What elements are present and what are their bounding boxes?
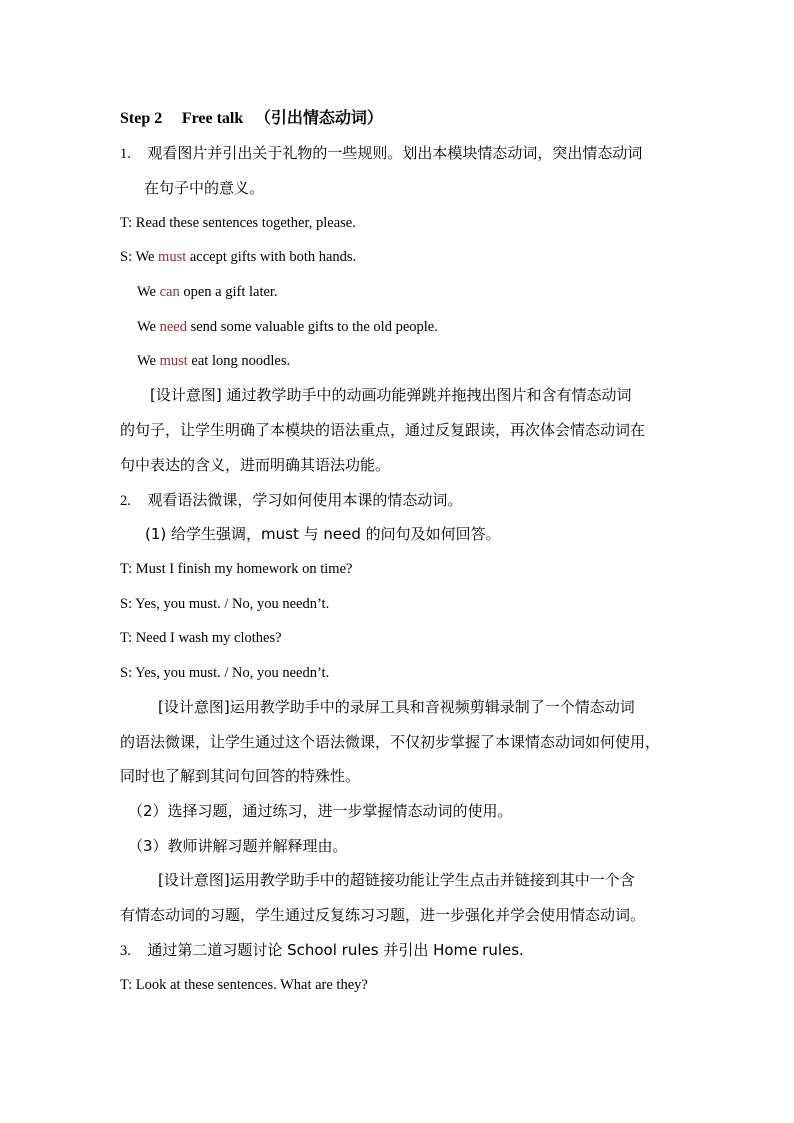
design-intent-2-line-3: 同时也了解到其问句回答的特殊性。: [120, 767, 361, 785]
item-1-number: 1.: [120, 146, 131, 162]
example-sentence-2: [137, 282, 278, 302]
item-1: [120, 143, 642, 164]
example-sentence-4: [137, 351, 290, 371]
design-intent-2-line-1: [设计意图]运用教学助手中的录屏工具和音视频剪辑录制了一个情态动词: [158, 698, 635, 716]
example-sentence-1: [120, 247, 356, 267]
sentence-prefix: We: [137, 284, 160, 300]
section-heading: [120, 108, 383, 129]
example-sentence-3: [137, 317, 438, 337]
sentence-rest: accept gifts with both hands.: [186, 249, 357, 265]
design-intent-1-line-3: 句中表达的含义，进而明确其语法功能。: [120, 456, 391, 474]
dialogue-line-3: T: Need I wash my clothes?: [120, 630, 282, 646]
item-1-text-cont: 在句子中的意义。: [144, 179, 265, 197]
design-intent-2-line-2: 的语法微课，让学生通过这个语法微课，不仅初步掌握了本课情态动词如何使用，: [120, 733, 661, 751]
item-3-text: 通过第二道习题讨论 School rules 并引出 Home rules.: [147, 941, 524, 959]
modal-verb: need: [159, 319, 187, 335]
design-intent-3-line-1: [设计意图]运用教学助手中的超链接功能让学生点击并链接到其中一个含: [158, 871, 635, 889]
sentence-rest: send some valuable gifts to the old people.: [186, 319, 438, 335]
heading-step: Step 2: [120, 110, 163, 127]
teacher-question: T: Look at these sentences. What are they?: [120, 977, 368, 993]
dialogue-line-1: T: Must I finish my homework on time?: [120, 561, 353, 577]
sub-item-1: (1) 给学生强调，must 与 need 的问句及如何回答。: [145, 525, 501, 543]
design-intent-1-line-1: [设计意图] 通过教学助手中的动画功能弹跳并拖拽出图片和含有情态动词: [150, 386, 632, 404]
item-3: [120, 940, 524, 961]
sub-item-3: （3）教师讲解习题并解释理由。: [128, 837, 348, 855]
sub-item-2: （2）选择习题，通过练习，进一步掌握情态动词的使用。: [128, 802, 513, 820]
item-2: [120, 490, 462, 511]
modal-verb: must: [159, 353, 188, 369]
sentence-rest: open a gift later.: [179, 284, 278, 300]
sentence-rest: eat long noodles.: [187, 353, 291, 369]
design-intent-3-line-2: 有情态动词的习题，学生通过反复练习习题，进一步强化并学会使用情态动词。: [120, 906, 646, 924]
dialogue-line-4: S: Yes, you must. / No, you needn’t.: [120, 665, 330, 681]
item-2-text: 观看语法微课，学习如何使用本课的情态动词。: [147, 491, 463, 509]
item-3-number: 3.: [120, 943, 131, 959]
sentence-prefix: We: [137, 353, 160, 369]
design-intent-1-line-2: 的句子，让学生明确了本模块的语法重点，通过反复跟读，再次体会情态动词在: [120, 421, 646, 439]
modal-verb: can: [159, 284, 180, 300]
item-1-text: 观看图片并引出关于礼物的一些规则。划出本模块情态动词，突出情态动词: [147, 144, 643, 162]
modal-verb: must: [158, 249, 187, 265]
item-2-number: 2.: [120, 493, 131, 509]
heading-subtitle: （引出情态动词）: [254, 108, 383, 127]
dialogue-line-2: S: Yes, you must. / No, you needn’t.: [120, 596, 330, 612]
teacher-line: T: Read these sentences together, please.: [120, 215, 356, 231]
sentence-prefix: We: [137, 319, 160, 335]
heading-name: Free talk: [181, 110, 244, 127]
sentence-prefix: S: We: [120, 249, 159, 265]
